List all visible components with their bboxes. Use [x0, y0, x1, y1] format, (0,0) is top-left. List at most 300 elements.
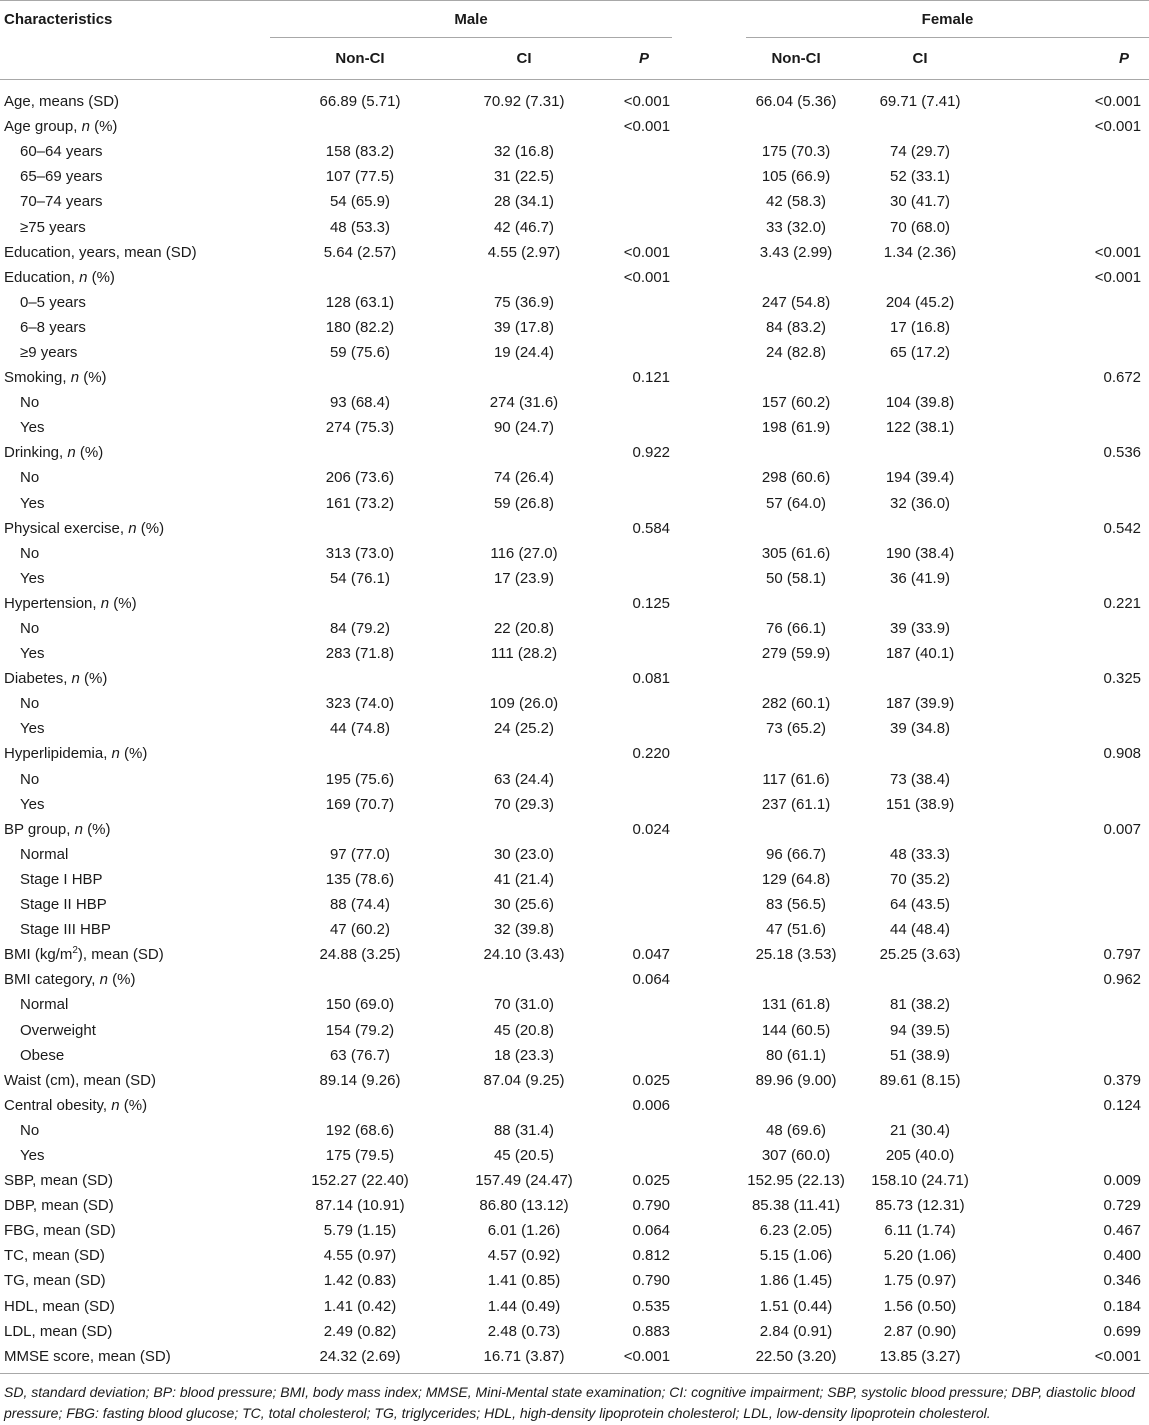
female-ci-value: 30 (41.7)	[890, 193, 951, 211]
row-label: Normal	[20, 845, 69, 863]
table-row	[0, 716, 1149, 741]
table-row	[0, 1268, 1149, 1293]
male-non-ci-value: 180 (82.2)	[325, 318, 395, 336]
male-p-value	[598, 315, 672, 340]
female-ci-value: 2.87 (0.90)	[883, 1322, 957, 1340]
female-non-ci-value: 33 (32.0)	[766, 218, 827, 236]
gap	[672, 967, 746, 992]
gap	[672, 1193, 746, 1218]
male-ci-value: 70 (29.3)	[493, 795, 555, 813]
table-footnote: SD, standard deviation; BP: blood pressure; BMI, body mass index; MMSE, Mini-Mental state examination; CI: cognitive impairment; SBP, systolic blood pressure; DBP, diastolic blood pressure; FBG: fasting blood glucose; TC, total cholesterol; TG, triglycerides; HDL, high-density lipoprotein cholesterol; LDL, low-density lipoprotein cholesterol.	[4, 1383, 1135, 1421]
female-p-value: 0.797	[1103, 946, 1142, 964]
row-label: Age, means (SD)	[4, 93, 120, 111]
male-p-value: 0.121	[632, 369, 671, 387]
female-ci-value: 187 (39.9)	[885, 695, 955, 713]
female-non-ci-value: 298 (60.6)	[761, 469, 831, 487]
male-non-ci-value: 1.42 (0.83)	[323, 1272, 397, 1290]
table-row	[0, 1319, 1149, 1344]
male-p-value	[598, 917, 672, 942]
female-p-value: 0.467	[1103, 1222, 1142, 1240]
male-non-ci-value: 313 (73.0)	[325, 544, 395, 562]
female-ci-value: 94 (39.5)	[890, 1021, 951, 1039]
female-ci-value	[846, 591, 994, 616]
table-row	[0, 616, 1149, 641]
male-p-value	[598, 415, 672, 440]
male-non-ci-value: 169 (70.7)	[325, 795, 395, 813]
row-label: Education, years, mean (SD)	[4, 243, 197, 261]
female-ci-value: 122 (38.1)	[885, 419, 955, 437]
male-p-value: <0.001	[623, 243, 671, 261]
row-label: Yes	[20, 795, 45, 813]
female-p-value: 0.536	[1103, 444, 1142, 462]
gap	[672, 591, 746, 616]
male-ci-value: 42 (46.7)	[493, 218, 555, 236]
male-p-value	[598, 189, 672, 214]
male-p-value	[598, 992, 672, 1017]
male-non-ci-value: 66.89 (5.71)	[319, 93, 401, 111]
female-non-ci-value: 237 (61.1)	[761, 795, 831, 813]
female-non-ci-value	[746, 967, 846, 992]
female-non-ci-value: 279 (59.9)	[761, 645, 831, 663]
female-non-ci-value: 47 (51.6)	[766, 921, 827, 939]
male-non-ci-value: 274 (75.3)	[325, 419, 395, 437]
male-ci-value: 45 (20.8)	[493, 1021, 555, 1039]
male-ci-value	[450, 1093, 598, 1118]
male-ci-value	[450, 440, 598, 465]
male-ci-value: 111 (28.2)	[490, 645, 558, 663]
gap	[672, 189, 746, 214]
female-ci-value: 151 (38.9)	[885, 795, 955, 813]
male-non-ci-value: 93 (68.4)	[329, 394, 391, 412]
female-non-ci-value: 198 (61.9)	[761, 419, 831, 437]
male-non-ci-value: 48 (53.3)	[329, 218, 391, 236]
male-ci-value	[450, 365, 598, 390]
male-p-value: 0.064	[632, 1222, 671, 1240]
header-male-p: P	[598, 38, 672, 80]
gap	[672, 641, 746, 666]
male-p-value	[598, 566, 672, 591]
row-label: Yes	[20, 1146, 45, 1164]
female-non-ci-value: 144 (60.5)	[761, 1021, 831, 1039]
gap	[672, 942, 746, 967]
male-p-value	[598, 1043, 672, 1068]
male-ci-value: 157.49 (24.47)	[475, 1172, 573, 1190]
male-p-value: 0.220	[632, 745, 671, 763]
table-row	[0, 164, 1149, 189]
female-p-value: <0.001	[1094, 243, 1142, 261]
female-p-value: <0.001	[1094, 118, 1142, 136]
male-ci-value: 86.80 (13.12)	[479, 1197, 569, 1215]
male-p-value: 0.047	[632, 946, 671, 964]
female-non-ci-value: 76 (66.1)	[766, 620, 827, 638]
female-ci-value: 70 (68.0)	[890, 218, 951, 236]
female-ci-value: 205 (40.0)	[885, 1146, 955, 1164]
female-non-ci-value: 89.96 (9.00)	[755, 1071, 837, 1089]
male-ci-value: 19 (24.4)	[493, 343, 555, 361]
male-ci-value: 2.48 (0.73)	[487, 1322, 561, 1340]
female-p-value	[994, 867, 1149, 892]
gap	[672, 491, 746, 516]
male-p-value	[598, 214, 672, 239]
female-non-ci-value: 105 (66.9)	[761, 168, 831, 186]
male-ci-value	[450, 666, 598, 691]
male-non-ci-value: 135 (78.6)	[325, 870, 395, 888]
gap	[672, 390, 746, 415]
row-label: MMSE score, mean (SD)	[0, 1344, 270, 1374]
female-ci-value: 74 (29.7)	[890, 143, 951, 161]
table-row	[0, 641, 1149, 666]
row-label: Yes	[20, 645, 45, 663]
gap	[672, 1218, 746, 1243]
gap	[672, 139, 746, 164]
male-non-ci-value: 88 (74.4)	[329, 896, 391, 914]
row-label: 0–5 years	[20, 293, 86, 311]
male-non-ci-value	[270, 516, 450, 541]
table-row	[0, 440, 1149, 465]
male-non-ci-value: 89.14 (9.26)	[319, 1071, 401, 1089]
row-label: Yes	[20, 569, 45, 587]
row-label: 70–74 years	[20, 193, 103, 211]
male-ci-value: 45 (20.5)	[493, 1146, 555, 1164]
female-p-value	[994, 641, 1149, 666]
female-ci-value: 187 (40.1)	[885, 645, 955, 663]
table-row	[0, 767, 1149, 792]
female-non-ci-value: 80 (61.1)	[766, 1046, 827, 1064]
row-label: Stage III HBP	[20, 921, 111, 939]
female-p-value: 0.325	[1103, 670, 1142, 688]
male-ci-value: 109 (26.0)	[489, 695, 559, 713]
female-non-ci-value: 57 (64.0)	[766, 494, 827, 512]
row-label: Age group, n (%)	[4, 118, 118, 136]
gap	[672, 114, 746, 139]
female-p-value	[994, 1017, 1149, 1042]
male-ci-value	[450, 741, 598, 766]
female-p-value: 0.346	[1103, 1272, 1142, 1290]
female-non-ci-value: 307 (60.0)	[761, 1146, 831, 1164]
female-p-value: 0.124	[1103, 1096, 1142, 1114]
female-ci-value: 39 (33.9)	[890, 620, 951, 638]
gap	[672, 842, 746, 867]
male-ci-value	[450, 591, 598, 616]
male-non-ci-value	[270, 967, 450, 992]
female-non-ci-value: 25.18 (3.53)	[755, 946, 837, 964]
gap	[672, 1168, 746, 1193]
female-ci-value: 70 (35.2)	[890, 870, 951, 888]
female-non-ci-value: 247 (54.8)	[761, 293, 831, 311]
table-row	[0, 892, 1149, 917]
female-p-value	[994, 189, 1149, 214]
male-non-ci-value: 152.27 (22.40)	[311, 1172, 409, 1190]
female-ci-value	[846, 967, 994, 992]
male-p-value: 0.025	[632, 1172, 671, 1190]
male-non-ci-value: 97 (77.0)	[329, 845, 391, 863]
male-ci-value: 274 (31.6)	[489, 394, 559, 412]
table-row	[0, 842, 1149, 867]
row-label: Central obesity, n (%)	[4, 1096, 148, 1114]
header-female: Female	[746, 1, 1149, 38]
gap	[672, 365, 746, 390]
gap	[672, 817, 746, 842]
female-ci-value: 5.20 (1.06)	[883, 1247, 957, 1265]
male-non-ci-value	[270, 741, 450, 766]
male-ci-value	[450, 817, 598, 842]
female-non-ci-value	[746, 666, 846, 691]
male-ci-value: 4.55 (2.97)	[487, 243, 561, 261]
male-ci-value	[450, 114, 598, 139]
female-non-ci-value: 73 (65.2)	[766, 720, 827, 738]
male-p-value: 0.883	[632, 1322, 671, 1340]
female-ci-value: 81 (38.2)	[890, 996, 951, 1014]
table-row	[0, 1193, 1149, 1218]
male-non-ci-value	[270, 114, 450, 139]
row-label: BP group, n (%)	[4, 820, 111, 838]
row-label: Stage II HBP	[20, 896, 107, 914]
row-label: Hyperlipidemia, n (%)	[4, 745, 148, 763]
table-row	[0, 1218, 1149, 1243]
row-label: Hypertension, n (%)	[4, 594, 137, 612]
table-row	[0, 992, 1149, 1017]
female-non-ci-value	[746, 817, 846, 842]
male-ci-value: 24 (25.2)	[493, 720, 555, 738]
female-non-ci-value: 2.84 (0.91)	[759, 1322, 833, 1340]
female-ci-value: 36 (41.9)	[890, 569, 951, 587]
female-ci-value: 1.75 (0.97)	[883, 1272, 957, 1290]
female-p-value	[994, 164, 1149, 189]
female-non-ci-value: 22.50 (3.20)	[746, 1344, 846, 1374]
header-male-non-ci: Non-CI	[270, 38, 450, 80]
male-p-value	[598, 641, 672, 666]
male-p-value: 0.125	[632, 594, 671, 612]
female-p-value: <0.001	[994, 1344, 1149, 1374]
gap	[672, 867, 746, 892]
female-ci-value: 104 (39.8)	[885, 394, 955, 412]
female-non-ci-value: 83 (56.5)	[766, 896, 827, 914]
female-p-value	[994, 290, 1149, 315]
row-label: ≥9 years	[20, 343, 78, 361]
male-non-ci-value: 84 (79.2)	[329, 620, 391, 638]
male-non-ci-value: 1.41 (0.42)	[323, 1297, 397, 1315]
male-p-value	[598, 491, 672, 516]
table-row	[0, 967, 1149, 992]
female-p-value: 0.007	[1103, 820, 1142, 838]
male-p-value	[598, 139, 672, 164]
gap	[672, 917, 746, 942]
row-label: Normal	[20, 996, 69, 1014]
female-ci-value	[846, 817, 994, 842]
row-label: No	[20, 544, 40, 562]
female-p-value	[994, 842, 1149, 867]
female-ci-value: 158.10 (24.71)	[871, 1172, 969, 1190]
female-non-ci-value: 50 (58.1)	[766, 569, 827, 587]
header-female-non-ci: Non-CI	[746, 38, 846, 80]
male-ci-value: 1.41 (0.85)	[487, 1272, 561, 1290]
female-non-ci-value: 6.23 (2.05)	[759, 1222, 833, 1240]
table-row	[0, 541, 1149, 566]
female-p-value	[994, 892, 1149, 917]
male-non-ci-value: 5.79 (1.15)	[323, 1222, 397, 1240]
row-label: Yes	[20, 419, 45, 437]
gap	[672, 1143, 746, 1168]
gap	[672, 1017, 746, 1042]
male-ci-value	[450, 967, 598, 992]
female-p-value: 0.962	[1103, 971, 1142, 989]
gap	[672, 716, 746, 741]
female-non-ci-value: 157 (60.2)	[761, 394, 831, 412]
male-p-value	[598, 340, 672, 365]
table-row	[0, 741, 1149, 766]
male-p-value: 0.024	[632, 820, 671, 838]
female-ci-value: 21 (30.4)	[890, 1121, 951, 1139]
gap	[672, 315, 746, 340]
male-ci-value: 75 (36.9)	[493, 293, 555, 311]
female-non-ci-value: 85.38 (11.41)	[751, 1197, 841, 1215]
female-non-ci-value: 1.86 (1.45)	[759, 1272, 833, 1290]
row-label: TC, mean (SD)	[4, 1247, 105, 1265]
female-p-value: 0.908	[1103, 745, 1142, 763]
male-non-ci-value: 2.49 (0.82)	[323, 1322, 397, 1340]
row-label: 60–64 years	[20, 143, 103, 161]
male-non-ci-value: 87.14 (10.91)	[315, 1197, 405, 1215]
gap	[672, 265, 746, 290]
gap	[672, 415, 746, 440]
gap	[672, 290, 746, 315]
row-label: FBG, mean (SD)	[4, 1222, 116, 1240]
gap	[672, 741, 746, 766]
gap	[672, 666, 746, 691]
male-ci-value: 17 (23.9)	[493, 569, 555, 587]
table-row	[0, 1118, 1149, 1143]
male-p-value	[598, 767, 672, 792]
male-non-ci-value	[270, 1093, 450, 1118]
male-non-ci-value: 107 (77.5)	[325, 168, 395, 186]
male-non-ci-value: 24.88 (3.25)	[319, 946, 401, 964]
female-ci-value: 85.73 (12.31)	[875, 1197, 965, 1215]
female-p-value	[994, 792, 1149, 817]
male-ci-value: 6.01 (1.26)	[487, 1222, 561, 1240]
table-row	[0, 792, 1149, 817]
female-ci-value: 48 (33.3)	[890, 845, 951, 863]
female-ci-value: 64 (43.5)	[890, 896, 951, 914]
table-row	[0, 1168, 1149, 1193]
female-ci-value	[846, 440, 994, 465]
male-p-value	[598, 716, 672, 741]
row-label: Stage I HBP	[20, 870, 103, 888]
female-non-ci-value: 152.95 (22.13)	[747, 1172, 845, 1190]
table-row	[0, 1093, 1149, 1118]
female-ci-value: 194 (39.4)	[885, 469, 955, 487]
gap	[672, 616, 746, 641]
row-label: 65–69 years	[20, 168, 103, 186]
male-p-value: <0.001	[623, 93, 671, 111]
table-row	[0, 1344, 1149, 1374]
gap	[672, 1118, 746, 1143]
female-non-ci-value: 24 (82.8)	[766, 343, 827, 361]
row-label: DBP, mean (SD)	[4, 1197, 114, 1215]
male-p-value	[598, 541, 672, 566]
female-non-ci-value	[746, 591, 846, 616]
row-label: Diabetes, n (%)	[4, 670, 108, 688]
header-female-ci: CI	[846, 38, 994, 80]
female-p-value: <0.001	[1094, 93, 1142, 111]
gap	[672, 340, 746, 365]
table-row	[0, 240, 1149, 265]
row-label: Obese	[20, 1046, 65, 1064]
table-row	[0, 1068, 1149, 1093]
gap	[672, 691, 746, 716]
gap	[672, 792, 746, 817]
female-p-value: <0.001	[1094, 268, 1142, 286]
male-ci-value: 24.10 (3.43)	[483, 946, 565, 964]
table-row	[0, 491, 1149, 516]
female-non-ci-value: 129 (64.8)	[761, 870, 831, 888]
male-non-ci-value: 63 (76.7)	[329, 1046, 391, 1064]
header-characteristics: Characteristics	[0, 1, 270, 38]
female-ci-value	[846, 666, 994, 691]
row-label: No	[20, 394, 40, 412]
male-non-ci-value: 323 (74.0)	[325, 695, 395, 713]
female-ci-value: 44 (48.4)	[890, 921, 951, 939]
female-ci-value	[846, 365, 994, 390]
female-p-value	[994, 415, 1149, 440]
gap	[672, 767, 746, 792]
male-non-ci-value: 59 (75.6)	[329, 343, 391, 361]
female-non-ci-value	[746, 440, 846, 465]
female-ci-value: 89.61 (8.15)	[879, 1071, 961, 1089]
male-non-ci-value: 44 (74.8)	[329, 720, 391, 738]
table-row	[0, 214, 1149, 239]
male-non-ci-value: 54 (76.1)	[329, 569, 391, 587]
female-ci-value	[846, 741, 994, 766]
female-non-ci-value	[746, 114, 846, 139]
male-ci-value	[450, 265, 598, 290]
male-ci-value: 90 (24.7)	[493, 419, 555, 437]
male-ci-value: 18 (23.3)	[493, 1046, 555, 1064]
row-label: Physical exercise, n (%)	[4, 519, 165, 537]
male-non-ci-value: 128 (63.1)	[325, 293, 395, 311]
male-non-ci-value	[270, 666, 450, 691]
male-ci-value: 74 (26.4)	[493, 469, 555, 487]
table-row	[0, 1243, 1149, 1268]
male-p-value: 0.790	[632, 1197, 671, 1215]
gap	[672, 164, 746, 189]
female-p-value	[994, 566, 1149, 591]
female-ci-value: 1.34 (2.36)	[883, 243, 957, 261]
female-ci-value: 65 (17.2)	[890, 343, 951, 361]
female-p-value	[994, 315, 1149, 340]
female-p-value	[994, 491, 1149, 516]
male-non-ci-value: 154 (79.2)	[325, 1021, 395, 1039]
header-female-p: P	[994, 38, 1149, 80]
female-p-value	[994, 691, 1149, 716]
male-p-value	[598, 691, 672, 716]
male-p-value	[598, 616, 672, 641]
male-p-value: 0.922	[632, 444, 671, 462]
female-ci-value: 69.71 (7.41)	[879, 93, 961, 111]
female-ci-value: 17 (16.8)	[890, 318, 951, 336]
female-non-ci-value	[746, 741, 846, 766]
row-label: No	[20, 770, 40, 788]
male-ci-value: 41 (21.4)	[493, 870, 555, 888]
table-row	[0, 390, 1149, 415]
table-row	[0, 114, 1149, 139]
row-label: No	[20, 1121, 40, 1139]
female-ci-value	[846, 265, 994, 290]
gap	[672, 1068, 746, 1093]
female-non-ci-value: 131 (61.8)	[761, 996, 831, 1014]
female-ci-value: 13.85 (3.27)	[846, 1344, 994, 1374]
row-label: BMI $(kg/m^2)$, mean (SD)	[4, 945, 164, 964]
female-p-value: 0.184	[1103, 1297, 1142, 1315]
